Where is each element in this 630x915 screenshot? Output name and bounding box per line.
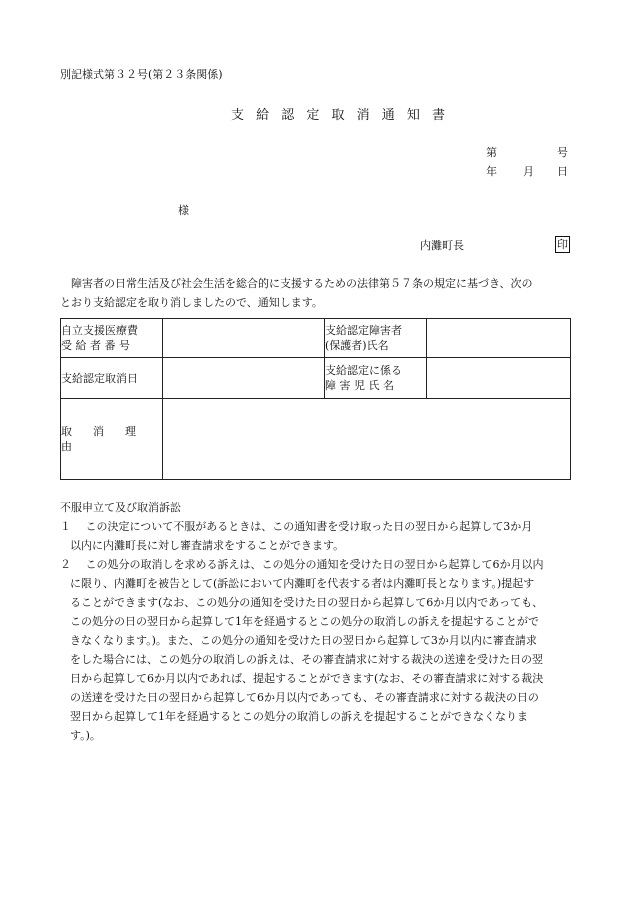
- issuer-name: 内灘町長: [420, 239, 464, 252]
- appeal-heading: 不服申立て及び取消訴訟: [60, 501, 181, 514]
- doc-number-go: 号: [557, 146, 568, 159]
- child-name-label: 支給認定に係る 障 害 児 氏 名: [325, 358, 427, 399]
- cancellation-reason-label: 取 消 理 由: [61, 399, 163, 480]
- date-year: 年: [486, 165, 497, 178]
- appeal-line: ２ この処分の取消しを求める訴えは、この処分の通知を受けた日の翌日から起算して6か月以内: [60, 558, 544, 571]
- intro-paragraph: [60, 274, 533, 312]
- appeal-line: 翌日から起算して1年を経過するとこの処分の取消しの訴えを提起することができなくなりま: [70, 710, 528, 723]
- addressee-suffix: 様: [178, 204, 189, 217]
- appeal-line: この処分の日の翌日から起算して1年を経過するとこの処分の取消しの訴えを提起することがで: [70, 615, 539, 628]
- seal-mark: 印: [557, 238, 568, 251]
- appeal-line: の送達を受けた日の翌日から起算して6か月以内であっても、その審査請求に対する裁決の日の: [70, 691, 539, 704]
- appeal-line: 以内に内灘町長に対し審査請求をすることができます。: [70, 539, 345, 552]
- cancellation-date-value: [163, 358, 325, 399]
- appeal-line: す。)。: [70, 729, 101, 742]
- doc-number-dai: 第: [486, 146, 497, 159]
- appeal-line: ることができます(なお、この処分の通知を受けた日の翌日から起算して6か月以内であっても、: [70, 596, 544, 609]
- date-day: 日: [557, 165, 568, 178]
- appeal-line: １ この決定について不服があるときは、この通知書を受け取った日の翌日から起算して3か月: [60, 520, 533, 533]
- child-name-value: [427, 358, 571, 399]
- recipient-number-label: 自立支援医療費 受 給 者 番 号: [61, 319, 163, 358]
- form-number: 別記様式第３２号(第２３条関係): [60, 68, 223, 81]
- appeal-line: をした場合には、この処分の取消しの訴えは、その審査請求に対する裁決の送達を受けた日の翌: [70, 653, 543, 666]
- certified-person-value: [427, 319, 571, 358]
- date-month: 月: [523, 165, 534, 178]
- intro-line: 障害者の日常生活及び社会生活を総合的に支援するための法律第５７条の規定に基づき、次の: [60, 277, 533, 290]
- appeal-paragraph: [60, 517, 544, 745]
- appeal-line: に限り、内灘町を被告として(訴訟において内灘町を代表する者は内灘町長となります。)提起す: [70, 577, 535, 590]
- appeal-line: 日から起算して6か月以内であれば、提起することができます(なお、その審査請求に対する裁決: [70, 672, 544, 685]
- recipient-number-value: [163, 319, 325, 358]
- certified-person-label: 支給認定障害者 (保護者)氏名: [325, 319, 427, 358]
- notice-table: [60, 318, 571, 480]
- appeal-line: きなくなります。)。また、この処分の通知を受けた日の翌日から起算して3か月以内に審査請求: [70, 634, 537, 647]
- intro-line: とおり支給認定を取り消しましたので、通知します。: [60, 296, 323, 309]
- document-title: 支 給 認 定 取 消 通 知 書: [231, 108, 450, 123]
- cancellation-reason-value: [163, 399, 571, 480]
- cancellation-date-label: 支給認定取消日: [61, 358, 163, 399]
